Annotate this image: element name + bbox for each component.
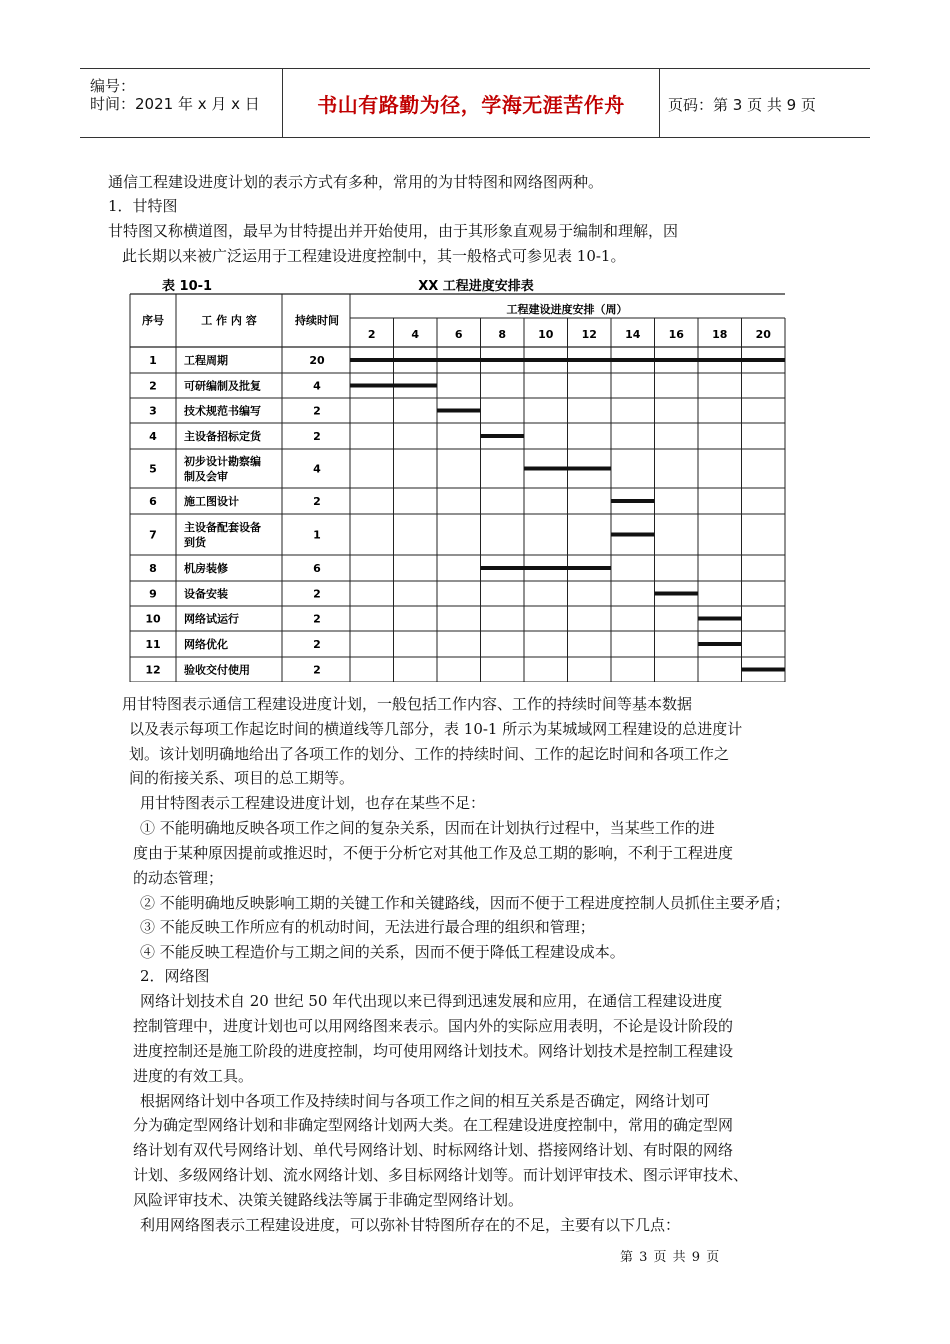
paragraph-network-advantages: 利用网络图表示工程建设进度，可以弥补甘特图所存在的不足，主要有以下几点： — [140, 1216, 681, 1234]
row-duration: 2 — [313, 404, 321, 418]
row-task: 网络优化 — [184, 638, 228, 651]
row-seq: 10 — [145, 612, 161, 626]
row-seq: 4 — [149, 430, 157, 443]
gantt-bar — [742, 668, 786, 672]
section-heading-gantt: 1．甘特图 — [108, 197, 178, 215]
header-meta-cell — [80, 69, 283, 137]
row-seq: 1 — [149, 354, 157, 367]
col-header-schedule: 工程建设进度安排（周） — [506, 303, 628, 316]
section-heading-network: 2．网络图 — [140, 967, 210, 985]
week-header: 10 — [538, 328, 554, 341]
gantt-bar — [481, 434, 525, 438]
row-duration: 2 — [313, 430, 321, 443]
paragraph-network-line4: 进度的有效工具。 — [133, 1067, 254, 1085]
week-header: 14 — [625, 328, 641, 341]
table-label: 表 10-1 — [162, 279, 213, 294]
row-task: 可研编制及批复 — [184, 379, 261, 393]
row-duration: 4 — [313, 462, 321, 476]
header-motto-cell — [283, 69, 660, 137]
shortcoming-3: ③ 不能反映工作所应有的机动时间，无法进行最合理的组织和管理； — [140, 918, 595, 936]
paragraph-gantt-line1: 甘特图又称横道图，最早为甘特提出并开始使用，由于其形象直观易于编制和理解，因 — [108, 222, 679, 240]
col-header-task: 工 作 内 容 — [201, 314, 257, 327]
gantt-bar — [524, 467, 611, 471]
header-page-cell — [660, 69, 870, 137]
gantt-table-figure — [126, 272, 786, 682]
row-duration: 2 — [313, 663, 321, 677]
table-rows — [145, 353, 325, 677]
page-header — [80, 68, 870, 138]
document-date-label: 时间：2021 年 x 月 x 日 — [90, 95, 260, 113]
paragraph-types-line4: 计划、多级网络计划、流水网络计划、多目标网络计划等。而计划评审技术、图示评审技术、 — [133, 1166, 749, 1184]
gantt-bar — [698, 642, 742, 646]
row-task: 初步设计勘察编 — [184, 455, 261, 468]
gantt-bar — [611, 499, 655, 503]
table-title: XX 工程进度安排表 — [418, 279, 534, 294]
header-page-number: 页码：第 3 页 共 9 页 — [668, 96, 816, 114]
row-task: 技术规范书编写 — [184, 404, 261, 418]
row-task: 验收交付使用 — [184, 663, 250, 677]
week-header: 4 — [411, 328, 420, 341]
week-headers — [368, 328, 771, 341]
paragraph-types-line5: 风险评审技术、决策关键路线法等属于非确定型网络计划。 — [133, 1191, 524, 1209]
week-header: 6 — [454, 328, 463, 341]
shortcoming-4: ④ 不能反映工程造价与工期之间的关系，因而不便于降低工程建设成本。 — [140, 943, 625, 961]
paragraph-types-line3: 络计划有双代号网络计划、单代号网络计划、时标网络计划、搭接网络计划、有时限的网络 — [133, 1141, 734, 1159]
week-header: 2 — [367, 328, 376, 341]
document-number-label: 编号： — [90, 77, 136, 95]
row-task: 到货 — [184, 536, 206, 549]
row-task: 制及会审 — [184, 470, 228, 483]
gantt-bar — [611, 533, 655, 537]
row-task: 施工图设计 — [184, 495, 239, 508]
row-seq: 7 — [149, 528, 157, 542]
gantt-bar — [698, 617, 742, 621]
col-header-duration: 持续时间 — [295, 314, 339, 327]
row-task: 网络试运行 — [184, 612, 239, 626]
row-seq: 11 — [145, 638, 161, 651]
motto-text: 书山有路勤为径，学海无涯苦作舟 — [317, 93, 625, 117]
shortcoming-1-line2: 度由于某种原因提前或推迟时，不便于分析它对其他工作及总工期的影响，不利于工程进度 — [133, 844, 734, 862]
paragraph-types-line1: 根据网络计划中各项工作及持续时间与各项工作之间的相互关系是否确定，网络计划可 — [140, 1092, 711, 1110]
row-duration: 20 — [309, 354, 325, 367]
paragraph-gantt-line2: 此长期以来被广泛运用于工程建设进度控制中，其一般格式可参见表 10-1。 — [122, 247, 626, 265]
paragraph-shortcomings-intro: 用甘特图表示工程建设进度计划，也存在某些不足： — [140, 794, 486, 812]
gantt-bar — [481, 566, 612, 570]
paragraph-gantt-desc-line2: 以及表示每项工作起讫时间的横道线等几部分，表 10-1 所示为某城域网工程建设的总进度计 — [129, 720, 743, 738]
row-seq: 3 — [149, 404, 157, 418]
shortcoming-2: ② 不能明确地反映影响工期的关键工作和关键路线，因而不便于工程进度控制人员抓住主要矛盾； — [140, 894, 790, 912]
week-header: 12 — [581, 328, 597, 341]
paragraph-network-line3: 进度控制还是施工阶段的进度控制，均可使用网络计划技术。网络计划技术是控制工程建设 — [133, 1042, 734, 1060]
page-footer: 第 3 页 共 9 页 — [620, 1250, 721, 1265]
paragraph-gantt-desc-line3: 划。该计划明确地给出了各项工作的划分、工作的持续时间、工作的起讫时间和各项工作之 — [129, 745, 730, 763]
row-task: 主设备配套设备 — [184, 521, 261, 534]
week-header: 20 — [755, 328, 771, 341]
row-seq: 9 — [149, 587, 157, 601]
gantt-bar — [350, 358, 785, 362]
paragraph-gantt-desc-line1: 用甘特图表示通信工程建设进度计划，一般包括工作内容、工作的持续时间等基本数据 — [122, 695, 693, 713]
col-header-seq: 序号 — [142, 314, 164, 327]
row-seq: 5 — [149, 462, 157, 476]
paragraph-network-line1: 网络计划技术自 20 世纪 50 年代出现以来已得到迅速发展和应用，在通信工程建设进度 — [140, 992, 723, 1010]
row-task: 机房装修 — [184, 562, 228, 575]
row-task: 设备安装 — [184, 587, 228, 601]
paragraph-intro: 通信工程建设进度计划的表示方式有多种，常用的为甘特图和网络图两种。 — [108, 173, 604, 191]
row-duration: 2 — [313, 495, 321, 508]
gantt-bar — [437, 409, 481, 413]
row-seq: 2 — [149, 379, 157, 393]
row-duration: 6 — [313, 562, 321, 575]
week-header: 18 — [712, 328, 728, 341]
shortcoming-1-line1: ① 不能明确地反映各项工作之间的复杂关系，因而在计划执行过程中，当某些工作的进 — [140, 819, 715, 837]
row-duration: 4 — [313, 379, 321, 393]
row-duration: 2 — [313, 587, 321, 601]
row-task: 工程周期 — [184, 354, 228, 367]
paragraph-gantt-desc-line4: 间的衔接关系、项目的总工期等。 — [129, 769, 355, 787]
week-header: 16 — [668, 328, 684, 341]
row-task: 主设备招标定货 — [184, 430, 261, 443]
row-seq: 6 — [149, 495, 157, 508]
row-seq: 8 — [149, 562, 157, 575]
week-header: 8 — [498, 328, 507, 341]
row-seq: 12 — [145, 663, 161, 677]
row-duration: 2 — [313, 638, 321, 651]
row-duration: 1 — [313, 528, 321, 542]
paragraph-network-line2: 控制管理中，进度计划也可以用网络图来表示。国内外的实际应用表明，不论是设计阶段的 — [133, 1017, 734, 1035]
gantt-bar — [655, 592, 699, 596]
shortcoming-1-line3: 的动态管理； — [133, 869, 224, 887]
paragraph-types-line2: 分为确定型网络计划和非确定型网络计划两大类。在工程建设进度控制中，常用的确定型网 — [133, 1116, 734, 1134]
row-duration: 2 — [313, 612, 321, 626]
gantt-bar — [350, 384, 437, 388]
